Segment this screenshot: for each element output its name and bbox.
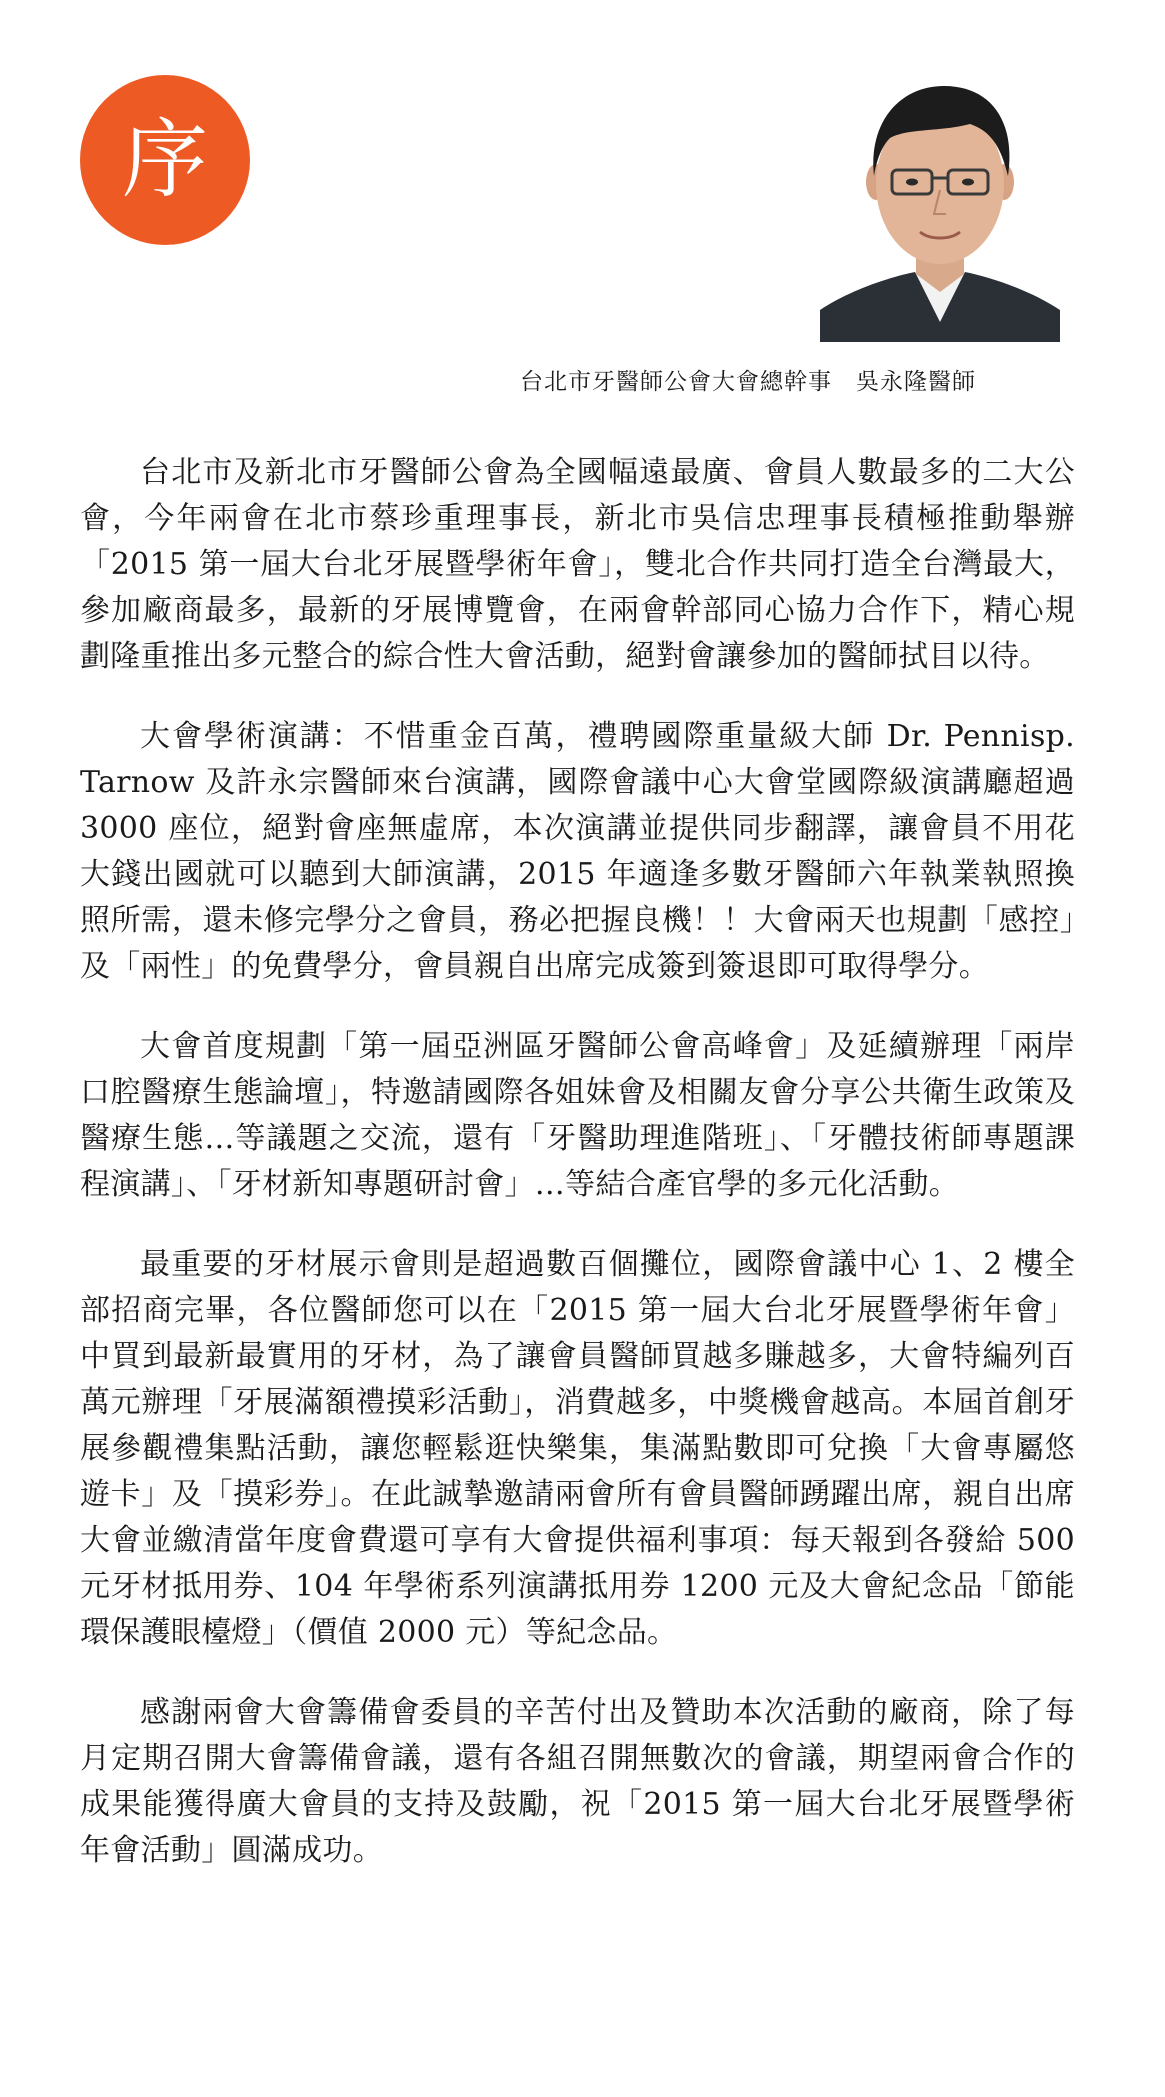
author-byline — [520, 363, 1060, 396]
author-portrait — [820, 72, 1060, 342]
author-organization: 台北市牙醫師公會大會總幹事 — [520, 369, 832, 395]
paragraph: 大會首度規劃「第一屆亞洲區牙醫師公會高峰會」及延續辦理「兩岸口腔醫療生態論壇」，特邀請國際各姐妹會及相關友會分享公共衛生政策及醫療生態…等議題之交流，還有「牙醫助理進階班」、「牙體技術師專題課程演講」、「牙材新知專題研討會」…等結合產官學的多元化活動。 — [80, 1029, 1075, 1202]
paragraph: 大會學術演講：不惜重金百萬，禮聘國際重量級大師 Dr. Pennisp. Tarnow 及許永宗醫師來台演講，國際會議中心大會堂國際級演講廳超過 3000 座位，絕對會座無虛席，本次演講並提供同步翻譯，讓會員不用花大錢出國就可以聽到大師演講，2015 年適逢多數牙醫師六年執業執照換照所需，還未修完學分之會員，務必把握良機！！大會兩天也規劃「感控」及「兩性」的免費學分，會員親自出席完成簽到簽退即可取得學分。 — [80, 719, 1075, 984]
author-name: 吳永隆醫師 — [856, 369, 976, 395]
paragraph: 台北市及新北市牙醫師公會為全國幅遠最廣、會員人數最多的二大公會，今年兩會在北市蔡珍重理事長，新北市吳信忠理事長積極推動舉辦「2015 第一屆大台北牙展暨學術年會」，雙北合作共同打造全台灣最大，參加廠商最多，最新的牙展博覽會，在兩會幹部同心協力合作下，精心規劃隆重推出多元整合的綜合性大會活動，絕對會讓參加的醫師拭目以待。 — [80, 455, 1075, 674]
paragraph: 感謝兩會大會籌備會委員的辛苦付出及贊助本次活動的廠商，除了每月定期召開大會籌備會議，還有各組召開無數次的會議，期望兩會合作的成果能獲得廣大會員的支持及鼓勵，祝「2015 第一屆大台北牙展暨學術年會活動」圓滿成功。 — [80, 1695, 1075, 1868]
author-portrait-image — [820, 72, 1060, 342]
preface-badge-label: 序 — [122, 110, 208, 210]
preface-body — [80, 450, 1075, 1908]
paragraph: 最重要的牙材展示會則是超過數百個攤位，國際會議中心 1、2 樓全部招商完畢，各位醫師您可以在「2015 第一屆大台北牙展暨學術年會」中買到最新最實用的牙材，為了讓會員醫師買越多賺越多，大會特編列百萬元辦理「牙展滿額禮摸彩活動」，消費越多，中獎機會越高。本屆首創牙展參觀禮集點活動，讓您輕鬆逛快樂集，集滿點數即可兌換「大會專屬悠遊卡」及「摸彩券」。在此誠摯邀請兩會所有會員醫師踴躍出席，親自出席大會並繳清當年度會費還可享有大會提供福利事項：每天報到各發給 500 元牙材抵用券、104 年學術系列演講抵用券 1200 元及大會紀念品「節能環保護眼檯燈」（價值 2000 元）等紀念品。 — [80, 1247, 1075, 1650]
preface-badge — [80, 75, 250, 245]
